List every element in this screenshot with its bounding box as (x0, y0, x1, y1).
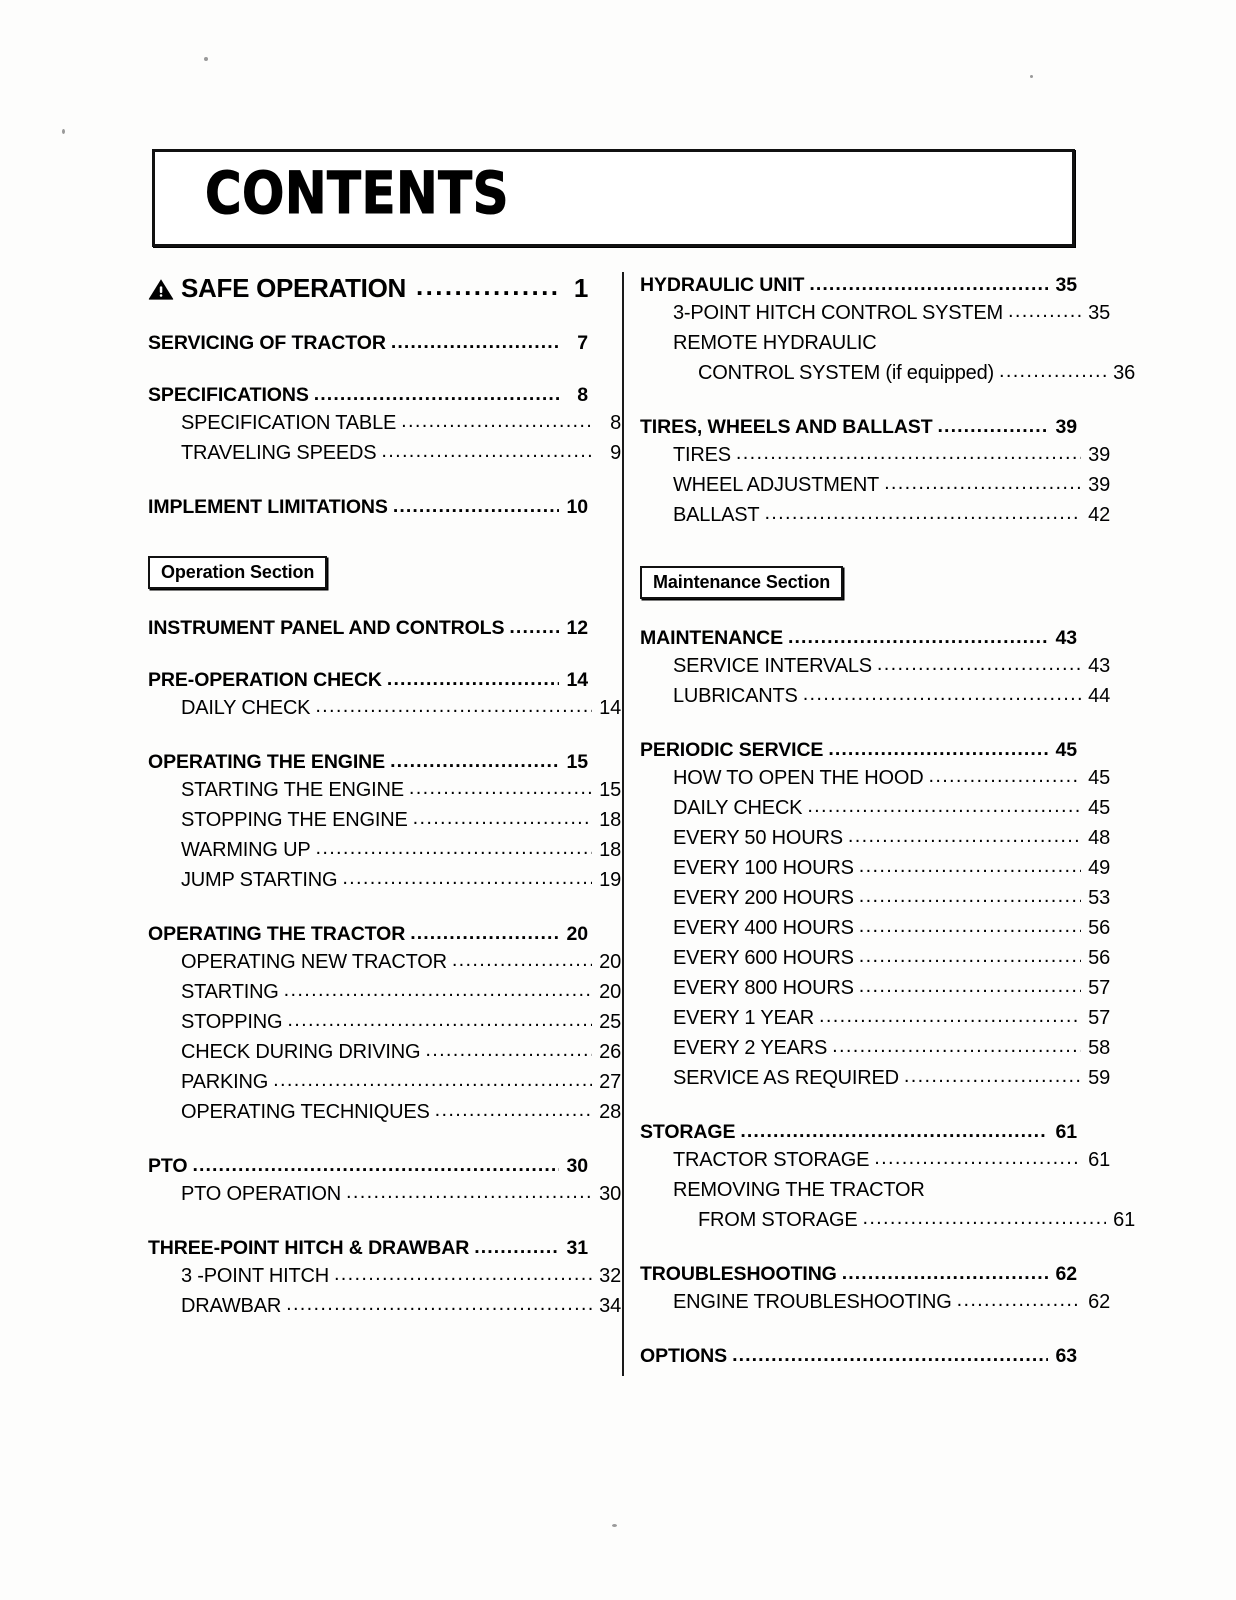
toc-entry-page-number: 61 (1088, 1149, 1110, 1171)
toc-entry-page-number: 53 (1088, 887, 1110, 909)
toc-entry-text: CHECK DURING DRIVING (181, 1041, 421, 1063)
toc-entry-label (673, 328, 877, 358)
toc-entry-label (673, 440, 731, 470)
toc-entry-label (640, 737, 823, 763)
toc-entry-engine-troubleshooting[interactable] (640, 1287, 1110, 1317)
toc-entry-operating-techniques[interactable] (148, 1097, 621, 1127)
toc-entry-service-as-required[interactable] (640, 1063, 1110, 1093)
toc-entry-page-number: 10 (566, 496, 588, 518)
leader-dots (315, 845, 592, 865)
toc-entry-label (181, 1097, 430, 1127)
toc-entry-text: SPECIFICATION TABLE (181, 412, 397, 434)
leader-dots (273, 1077, 592, 1097)
leader-dots (736, 450, 1081, 470)
toc-entry-text: DAILY CHECK (673, 797, 803, 819)
leader-dots (509, 622, 559, 642)
leader-dots (803, 691, 1081, 711)
toc-entry-every-400-hours[interactable] (640, 913, 1110, 943)
leader-dots (930, 1185, 1081, 1205)
toc-entry-label (181, 865, 337, 895)
toc-entry-three-point-hitch-drawbar[interactable] (148, 1235, 588, 1261)
toc-entry-text: STOPPING (181, 1011, 283, 1033)
toc-entry-label (640, 1261, 837, 1287)
toc-entry-pre-operation-check[interactable] (148, 667, 588, 693)
toc-entry-label (148, 272, 406, 304)
leader-dots (346, 1189, 592, 1209)
toc-entry-page-number: 18 (599, 839, 621, 861)
toc-column-right (640, 272, 1135, 1369)
toc-entry-text: HOW TO OPEN THE HOOD (673, 767, 924, 789)
toc-entry-page-number: 15 (566, 751, 588, 773)
leader-dots (401, 418, 592, 438)
toc-entry-text: TROUBLESHOOTING (640, 1263, 837, 1285)
leader-dots (387, 674, 559, 694)
toc-entry-troubleshooting[interactable] (640, 1261, 1077, 1287)
leader-dots (877, 661, 1081, 681)
toc-entry-pto[interactable] (148, 1153, 588, 1179)
toc-entry-text: SERVICING OF TRACTOR (148, 332, 386, 354)
leader-dots (1008, 308, 1081, 328)
leader-dots (413, 815, 592, 835)
toc-entry-text: 3-POINT HITCH CONTROL SYSTEM (673, 302, 1003, 324)
toc-entry-instrument-panel-and-controls[interactable] (148, 615, 588, 641)
toc-entry-text: THREE-POINT HITCH & DRAWBAR (148, 1237, 470, 1259)
toc-entry-specification-table[interactable] (148, 408, 621, 438)
toc-entry-text: SERVICE AS REQUIRED (673, 1067, 899, 1089)
toc-entry-stopping-the-engine[interactable] (148, 805, 621, 835)
toc-entry-daily-check[interactable] (148, 693, 621, 723)
leader-dots (342, 875, 592, 895)
toc-entry-label (181, 693, 310, 723)
toc-entry-starting[interactable] (148, 977, 621, 1007)
toc-entry-wheel-adjustment[interactable] (640, 470, 1110, 500)
toc-entry-every-1-year[interactable] (640, 1003, 1110, 1033)
leader-dots (284, 987, 592, 1007)
leader-dots (732, 1350, 1048, 1370)
toc-entry-page-number: 15 (599, 779, 621, 801)
toc-entry-text: STOPPING THE ENGINE (181, 809, 408, 831)
toc-entry-jump-starting[interactable] (148, 865, 621, 895)
toc-entry-page-number: 20 (599, 951, 621, 973)
toc-entry-text: OPERATING THE ENGINE (148, 751, 386, 773)
toc-entry-label (640, 1119, 735, 1145)
toc-entry-text: EVERY 100 HOURS (673, 857, 854, 879)
leader-dots (862, 1215, 1106, 1235)
toc-entry-page-number: 56 (1088, 947, 1110, 969)
toc-entry-page-number: 30 (599, 1183, 621, 1205)
toc-entry-text: ENGINE TROUBLESHOOTING (673, 1291, 952, 1313)
leader-dots (999, 368, 1106, 388)
toc-entry-text: OPERATING TECHNIQUES (181, 1101, 430, 1123)
toc-entry-label (673, 763, 923, 793)
toc-entry-text: INSTRUMENT PANEL AND CONTROLS (148, 617, 505, 639)
toc-entry-label (673, 1003, 814, 1033)
toc-entry-page-number: 61 (1113, 1209, 1135, 1231)
toc-entry-label (673, 1033, 827, 1063)
toc-entry-text: IMPLEMENT LIMITATIONS (148, 496, 388, 518)
toc-entry-storage[interactable] (640, 1119, 1077, 1145)
toc-entry-label (181, 438, 376, 468)
toc-entry-page-number: 39 (1088, 444, 1110, 466)
toc-entry-drawbar[interactable] (148, 1291, 621, 1321)
toc-entry-page-number: 45 (1088, 797, 1110, 819)
toc-entry-text: PRE-OPERATION CHECK (148, 669, 382, 691)
toc-entry-text: OPERATING THE TRACTOR (148, 923, 406, 945)
toc-entry-label (673, 1063, 899, 1093)
toc-entry-label (181, 1179, 341, 1209)
toc-entry-label (673, 1145, 869, 1175)
toc-entry-page-number: 8 (577, 384, 588, 406)
toc-entry-tires-wheels-and-ballast[interactable] (640, 414, 1077, 440)
toc-entry-text: BALLAST (673, 504, 760, 526)
leader-dots (819, 1013, 1081, 1033)
toc-entry-text: SERVICE INTERVALS (673, 655, 872, 677)
leader-dots (192, 1160, 559, 1180)
toc-entry-label (181, 1037, 420, 1067)
section-tag-operation-section: Operation Section (148, 556, 327, 589)
toc-entry-page-number: 42 (1088, 504, 1110, 526)
toc-entry-page-number: 44 (1088, 685, 1110, 707)
toc-entry-label (673, 500, 759, 530)
column-divider (622, 272, 624, 1376)
leader-dots (848, 833, 1081, 853)
leader-dots (928, 773, 1081, 793)
toc-entry-label (181, 805, 408, 835)
toc-entry-page-number: 36 (1113, 362, 1135, 384)
leader-dots (410, 928, 559, 948)
toc-entry-warming-up[interactable] (148, 835, 621, 865)
toc-entry-page-number: 62 (1088, 1291, 1110, 1313)
toc-entry-label (181, 775, 404, 805)
toc-entry-from-storage[interactable] (640, 1205, 1135, 1235)
toc-entry-every-600-hours[interactable] (640, 943, 1110, 973)
toc-entry-pto-operation[interactable] (148, 1179, 621, 1209)
toc-entry-text: EVERY 200 HOURS (673, 887, 854, 909)
toc-entry-text: FROM STORAGE (698, 1209, 858, 1231)
toc-entry-text: EVERY 600 HOURS (673, 947, 854, 969)
section-tag-wrapper (148, 556, 588, 589)
toc-entry-label (698, 1205, 857, 1235)
leader-dots (859, 953, 1081, 973)
toc-entry-page-number: 35 (1088, 302, 1110, 324)
leader-dots (391, 337, 559, 357)
toc-entry-label (673, 470, 879, 500)
toc-entry-label (181, 977, 279, 1007)
toc-entry-label (181, 1007, 282, 1037)
leader-dots (416, 278, 560, 304)
toc-entry-every-100-hours[interactable] (640, 853, 1110, 883)
toc-entry-label (181, 1291, 281, 1321)
toc-entry-text: EVERY 50 HOURS (673, 827, 843, 849)
toc-entry-label (673, 823, 843, 853)
toc-entry-parking[interactable] (148, 1067, 621, 1097)
scan-speck (204, 57, 208, 61)
toc-entry-text: PARKING (181, 1071, 269, 1093)
toc-entry-label (148, 494, 388, 520)
toc-entry-text: PTO (148, 1155, 188, 1177)
contents-title-box (152, 149, 1075, 247)
toc-entry-page-number: 39 (1088, 474, 1110, 496)
leader-dots (381, 448, 592, 468)
leader-dots (788, 632, 1048, 652)
toc-entry-label (148, 615, 504, 641)
toc-entry-tires[interactable] (640, 440, 1110, 470)
toc-entry-every-2-years[interactable] (640, 1033, 1110, 1063)
toc-entry-label (148, 382, 309, 408)
toc-entry-text: EVERY 2 YEARS (673, 1037, 828, 1059)
toc-entry-page-number: 43 (1055, 627, 1077, 649)
toc-entry-text: REMOTE HYDRAULIC (673, 332, 877, 354)
toc-entry-label (148, 1235, 469, 1261)
leader-dots (474, 1242, 559, 1262)
toc-entry-page-number: 14 (566, 669, 588, 691)
toc-entry-label (148, 330, 386, 356)
toc-entry-label (640, 272, 804, 298)
leader-dots (393, 501, 559, 521)
toc-entry-page-number: 57 (1088, 1007, 1110, 1029)
toc-entry-lubricants[interactable] (640, 681, 1110, 711)
toc-entry-page-number: 63 (1055, 1345, 1077, 1367)
toc-entry-page-number: 30 (566, 1155, 588, 1177)
toc-entry-page-number: 25 (599, 1011, 621, 1033)
toc-entry-label (148, 749, 385, 775)
leader-dots (315, 703, 592, 723)
toc-entry-stopping[interactable] (148, 1007, 621, 1037)
toc-entry-page-number: 28 (599, 1101, 621, 1123)
leader-dots (938, 421, 1048, 441)
toc-entry-label (673, 883, 854, 913)
leader-dots (828, 744, 1048, 764)
toc-entry-text: HYDRAULIC UNIT (640, 274, 805, 296)
page-title: CONTENTS (205, 159, 509, 227)
toc-entry-label (181, 1261, 329, 1291)
toc-entry-page-number: 45 (1055, 739, 1077, 761)
toc-entry-page-number: 48 (1088, 827, 1110, 849)
toc-entry-text: TIRES, WHEELS AND BALLAST (640, 416, 933, 438)
toc-entry-servicing-of-tractor[interactable] (148, 330, 588, 356)
section-tag-wrapper (640, 566, 1077, 599)
toc-entry-operating-new-tractor[interactable] (148, 947, 621, 977)
toc-entry-label (640, 625, 783, 651)
toc-entry-text: 3 -POINT HITCH (181, 1265, 329, 1287)
leader-dots (334, 1271, 592, 1291)
leader-dots (390, 756, 559, 776)
leader-dots (452, 957, 592, 977)
toc-entry-page-number: 57 (1088, 977, 1110, 999)
scan-speck (62, 129, 65, 134)
leader-dots (287, 1017, 592, 1037)
toc-entry-page-number: 1 (573, 273, 588, 303)
toc-entry-page-number: 26 (599, 1041, 621, 1063)
toc-entry-text: WHEEL ADJUSTMENT (673, 474, 880, 496)
toc-entry-page-number: 59 (1088, 1067, 1110, 1089)
toc-entry-label (148, 667, 382, 693)
toc-entry-page-number: 34 (599, 1295, 621, 1317)
toc-entry-page-number: 19 (599, 869, 621, 891)
toc-entry-implement-limitations[interactable] (148, 494, 588, 520)
toc-entry-page-number: 49 (1088, 857, 1110, 879)
toc-entry-label (673, 943, 854, 973)
leader-dots (314, 389, 559, 409)
toc-entry-page-number: 7 (577, 332, 588, 354)
toc-entry-every-800-hours[interactable] (640, 973, 1110, 1003)
toc-entry-page-number: 35 (1055, 274, 1077, 296)
toc-entry-page-number: 12 (566, 617, 588, 639)
toc-entry-text: STORAGE (640, 1121, 736, 1143)
toc-entry-label (181, 1067, 268, 1097)
toc-entry-3-point-hitch[interactable] (148, 1261, 621, 1291)
leader-dots (764, 510, 1081, 530)
toc-entry-page-number: 18 (599, 809, 621, 831)
toc-entry-specifications[interactable] (148, 382, 588, 408)
toc-entry-text: WARMING UP (181, 839, 311, 861)
toc-entry-tractor-storage[interactable] (640, 1145, 1110, 1175)
toc-entry-traveling-speeds[interactable] (148, 438, 621, 468)
leader-dots (874, 1155, 1081, 1175)
toc-entry-text: EVERY 400 HOURS (673, 917, 854, 939)
toc-entry-3-point-hitch-control-system[interactable] (640, 298, 1110, 328)
toc-entry-page-number: 27 (599, 1071, 621, 1093)
toc-entry-label (673, 651, 872, 681)
toc-entry-page-number: 56 (1088, 917, 1110, 939)
toc-entry-service-intervals[interactable] (640, 651, 1110, 681)
toc-entry-page-number: 61 (1055, 1121, 1077, 1143)
leader-dots (425, 1047, 592, 1067)
section-tag-maintenance-section: Maintenance Section (640, 566, 843, 599)
toc-entry-label (148, 921, 405, 947)
toc-entry-page-number: 20 (566, 923, 588, 945)
toc-entry-page-number: 58 (1088, 1037, 1110, 1059)
toc-entry-text: STARTING (181, 981, 279, 1003)
toc-entry-label (640, 1343, 727, 1369)
leader-dots (435, 1107, 592, 1127)
leader-dots (409, 785, 592, 805)
toc-entry-text: PERIODIC SERVICE (640, 739, 824, 761)
toc-entry-page-number: 39 (1055, 416, 1077, 438)
leader-dots (859, 893, 1081, 913)
leader-dots (859, 983, 1081, 1003)
toc-entry-text: DAILY CHECK (181, 697, 311, 719)
toc-entry-page-number: 8 (610, 412, 621, 434)
toc-entry-label (673, 1175, 925, 1205)
toc-entry-text: EVERY 1 YEAR (673, 1007, 815, 1029)
toc-entry-text: CONTROL SYSTEM (if equipped) (698, 362, 994, 384)
toc-entry-text: TRACTOR STORAGE (673, 1149, 870, 1171)
leader-dots (882, 338, 1082, 358)
toc-entry-how-to-open-the-hood[interactable] (640, 763, 1110, 793)
toc-entry-check-during-driving[interactable] (148, 1037, 621, 1067)
leader-dots (832, 1043, 1081, 1063)
toc-entry-text: EVERY 800 HOURS (673, 977, 854, 999)
toc-entry-label (673, 681, 798, 711)
toc-entry-text: LUBRICANTS (673, 685, 798, 707)
toc-entry-text: OPTIONS (640, 1345, 728, 1367)
leader-dots (957, 1297, 1081, 1317)
toc-entry-text: REMOVING THE TRACTOR (673, 1179, 925, 1201)
toc-entry-page-number: 62 (1055, 1263, 1077, 1285)
toc-entry-text: PTO OPERATION (181, 1183, 342, 1205)
toc-entry-page-number: 32 (599, 1265, 621, 1287)
leader-dots (809, 279, 1048, 299)
toc-entry-remote-hydraulic[interactable] (640, 328, 1110, 358)
toc-entry-label (673, 793, 802, 823)
toc-entry-text: MAINTENANCE (640, 627, 783, 649)
toc-entry-starting-the-engine[interactable] (148, 775, 621, 805)
toc-entry-label (181, 947, 447, 977)
toc-entry-removing-the-tractor[interactable] (640, 1175, 1110, 1205)
toc-entry-text: JUMP STARTING (181, 869, 338, 891)
leader-dots (286, 1301, 592, 1321)
toc-entry-operating-the-tractor[interactable] (148, 921, 588, 947)
toc-entry-text: DRAWBAR (181, 1295, 282, 1317)
toc-entry-operating-the-engine[interactable] (148, 749, 588, 775)
toc-entry-page-number: 20 (599, 981, 621, 1003)
toc-entry-ballast[interactable] (640, 500, 1110, 530)
toc-entry-page-number: 43 (1088, 655, 1110, 677)
leader-dots (740, 1126, 1048, 1146)
toc-entry-page-number: 31 (566, 1237, 588, 1259)
toc-entry-label (673, 973, 854, 1003)
toc-entry-label (698, 358, 994, 388)
toc-entry-every-50-hours[interactable] (640, 823, 1110, 853)
leader-dots (904, 1073, 1081, 1093)
toc-entry-page-number: 9 (610, 442, 621, 464)
toc-entry-label (181, 835, 310, 865)
scan-speck (1030, 75, 1033, 78)
toc-entry-label (181, 408, 396, 438)
toc-entry-label (673, 1287, 952, 1317)
toc-entry-text: TIRES (673, 444, 731, 466)
leader-dots (807, 803, 1081, 823)
toc-entry-label (673, 913, 854, 943)
toc-entry-control-system-if-equipped[interactable] (640, 358, 1135, 388)
toc-entry-hydraulic-unit[interactable] (640, 272, 1077, 298)
toc-entry-text: TRAVELING SPEEDS (181, 442, 377, 464)
leader-dots (859, 863, 1081, 883)
toc-entry-page-number: 14 (599, 697, 621, 719)
toc-entry-label (673, 853, 854, 883)
toc-entry-maintenance[interactable] (640, 625, 1077, 651)
warning-triangle-icon (148, 278, 174, 300)
scan-speck (612, 1524, 617, 1527)
toc-entry-periodic-service[interactable] (640, 737, 1077, 763)
toc-entry-label (148, 1153, 187, 1179)
leader-dots (842, 1268, 1048, 1288)
toc-entry-label (673, 298, 1003, 328)
toc-entry-daily-check[interactable] (640, 793, 1110, 823)
leader-dots (859, 923, 1081, 943)
leader-dots (884, 480, 1081, 500)
toc-entry-safe-operation[interactable] (148, 272, 588, 304)
toc-column-left (148, 272, 621, 1321)
toc-entry-text: SPECIFICATIONS (148, 384, 309, 406)
toc-entry-every-200-hours[interactable] (640, 883, 1110, 913)
toc-entry-text: STARTING THE ENGINE (181, 779, 404, 801)
toc-entry-text: OPERATING NEW TRACTOR (181, 951, 447, 973)
toc-entry-label (640, 414, 933, 440)
toc-entry-text: SAFE OPERATION (181, 273, 407, 303)
toc-entry-options[interactable] (640, 1343, 1077, 1369)
toc-entry-page-number: 45 (1088, 767, 1110, 789)
